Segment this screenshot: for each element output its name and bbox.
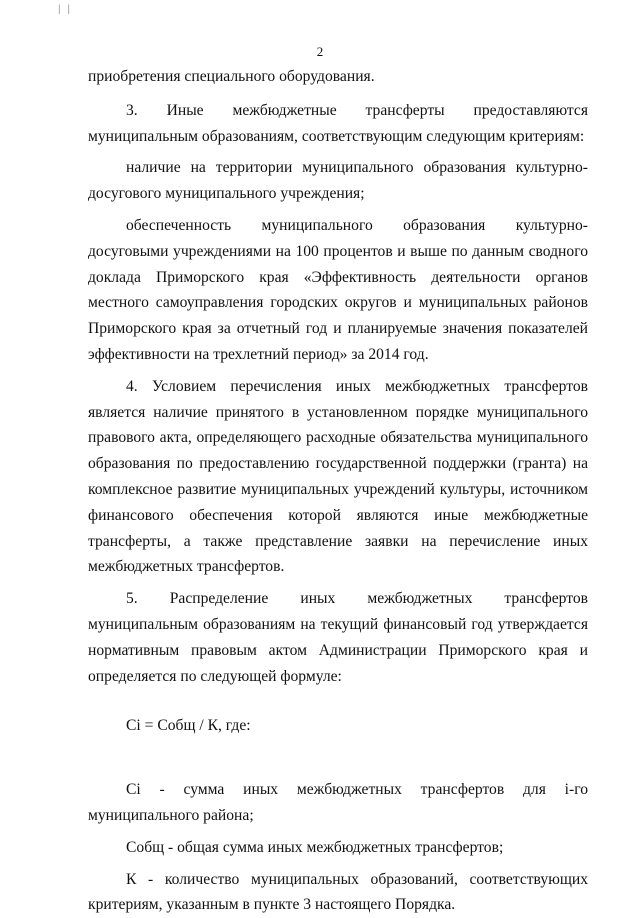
paragraph-continuation: приобретения специального оборудования. — [88, 68, 375, 85]
definition-k: К - количество муниципальных образований, соответствующих критериям, указанным в пункте 3 настоящего Порядка. — [88, 870, 588, 914]
formula: Сi = Собщ / К, где: — [126, 717, 251, 735]
paragraph-item-4: 4. Условием перечисления иных межбюджетных трансфертов является наличие принятого в установленном порядке муниципального правового акта, определяющего расходные обязательства муниципального образования по предоставлению государственной поддержки (гранта) на комплексное развитие муниципальных учреждений культуры, источником финансового обеспечения которой являются иные межбюджетные трансферты, а также представление заявки на перечисление иных межбюджетных трансфертов. — [88, 377, 588, 576]
criterion-2: обеспеченность муниципального образования культурно-досуговыми учреждениями на 100 процентов и выше по данным сводного доклада Приморского края «Эффективность деятельности органов местного самоуправления городских округов и муниципальных районов Приморского края за отчетный год и планируемые значения показателей эффективности на трехлетний период» за 2014 год. — [88, 216, 588, 363]
paragraph-item-3: 3. Иные межбюджетные трансферты предоставляются муниципальным образованиям, соответствующим следующим критериям: — [88, 101, 588, 145]
paragraph-item-5: 5. Распределение иных межбюджетных трансфертов муниципальным образованиям на текущий финансовый год утверждается нормативным правовым актом Администрации Приморского края и определяется по следующей формуле: — [88, 590, 588, 685]
document-body — [88, 64, 588, 918]
definition-ci: Сi - сумма иных межбюджетных трансфертов для i-го муниципального района; — [88, 781, 588, 824]
page-number: 2 — [316, 44, 324, 59]
criterion-1: наличие на территории муниципального образования культурно-досугового муниципального учреждения; — [88, 159, 588, 203]
definition-sobsch: Собщ - общая сумма иных межбюджетных трансфертов; — [126, 838, 504, 856]
scan-mark: | | — [58, 4, 72, 15]
